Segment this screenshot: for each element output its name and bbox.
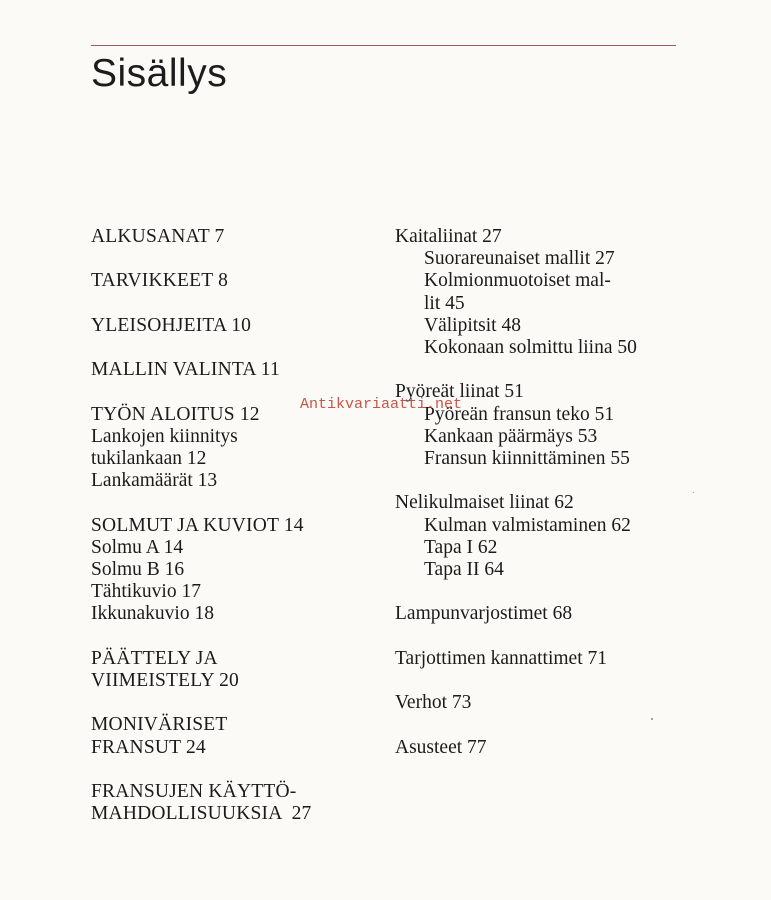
toc-subentry: Solmu B 16 xyxy=(91,558,185,580)
toc-right-column xyxy=(395,226,735,759)
toc-heading: MONIVÄRISET xyxy=(91,714,228,736)
toc-subentry: Kokonaan solmittu liina 50 xyxy=(424,337,637,359)
toc-heading: Asusteet 77 xyxy=(395,736,487,758)
toc-heading: SOLMUT JA KUVIOT 14 xyxy=(91,514,304,536)
toc-subentry: Kulman valmistaminen 62 xyxy=(424,514,631,536)
toc-entry-lampunvarjostimet xyxy=(395,603,735,625)
toc-entry-asusteet xyxy=(395,737,735,759)
toc-subentry: Suorareunaiset mallit 27 xyxy=(424,248,615,270)
top-rule xyxy=(91,45,676,46)
toc-subentry: Pyöreän fransun teko 51 xyxy=(424,403,615,425)
paper-speck xyxy=(651,718,653,720)
toc-entry-paattely xyxy=(91,648,381,692)
toc-entry-yleisohjeita xyxy=(91,315,381,337)
toc-subentry: tukilankaan 12 xyxy=(91,447,207,469)
watermark-text: Antikvariaatti.net xyxy=(300,396,463,413)
toc-heading: TARVIKKEET 8 xyxy=(91,270,229,292)
toc-entry-alkusanat xyxy=(91,226,381,248)
toc-heading: TYÖN ALOITUS 12 xyxy=(91,403,260,425)
toc-entry-solmut-ja-kuviot xyxy=(91,515,381,626)
paper-speck xyxy=(693,492,694,493)
toc-subentry: Välipitsit 48 xyxy=(424,314,521,336)
toc-heading: FRANSUJEN KÄYTTÖ- xyxy=(91,780,297,802)
toc-subentry: Kolmionmuotoiset mal- xyxy=(424,270,611,292)
toc-entry-tarvikkeet xyxy=(91,270,381,292)
toc-heading: Kaitaliinat 27 xyxy=(395,226,502,247)
toc-entry-monivariset xyxy=(91,714,381,758)
toc-entry-kaitaliinat xyxy=(395,226,735,359)
toc-heading: Nelikulmaiset liinat 62 xyxy=(395,492,574,514)
toc-heading-continued: VIIMEISTELY 20 xyxy=(91,669,239,691)
toc-subentry: Solmu A 14 xyxy=(91,536,184,558)
toc-subentry: Lankamäärät 13 xyxy=(91,470,218,492)
toc-heading: Tarjottimen kannattimet 71 xyxy=(395,647,607,669)
page-title: Sisällys xyxy=(91,52,228,95)
toc-subentry: Kankaan päärmäys 53 xyxy=(424,425,598,447)
toc-heading: Lampunvarjostimet 68 xyxy=(395,603,573,625)
toc-heading: PÄÄTTELY JA xyxy=(91,647,218,669)
toc-subentry: Tapa I 62 xyxy=(424,536,498,558)
toc-entry-pyoreat-liinat xyxy=(395,381,735,470)
toc-entry-fransujen-kaytto xyxy=(91,781,381,825)
toc-subentry: Tähtikuvio 17 xyxy=(91,581,201,603)
toc-heading-continued: FRANSUT 24 xyxy=(91,736,206,758)
toc-subentry: Fransun kiinnittäminen 55 xyxy=(424,448,630,470)
toc-subentry: lit 45 xyxy=(424,292,465,314)
toc-entry-tarjottimen xyxy=(395,648,735,670)
toc-entry-tyon-aloitus xyxy=(91,404,381,493)
toc-heading: Verhot 73 xyxy=(395,692,472,714)
toc-subentry: Lankojen kiinnitys xyxy=(91,425,238,447)
toc-heading: ALKUSANAT 7 xyxy=(91,226,225,247)
toc-entry-mallin-valinta xyxy=(91,359,381,381)
toc-heading: Pyöreät liinat 51 xyxy=(395,381,524,403)
toc-left-column xyxy=(91,226,381,825)
toc-heading-continued: MAHDOLLISUUKSIA 27 xyxy=(91,803,312,825)
toc-heading: YLEISOHJEITA 10 xyxy=(91,314,252,336)
toc-entry-nelikulmaiset xyxy=(395,492,735,581)
toc-heading: MALLIN VALINTA 11 xyxy=(91,359,280,381)
toc-subentry: Tapa II 64 xyxy=(424,559,504,581)
toc-subentry: Ikkunakuvio 18 xyxy=(91,603,214,625)
toc-entry-verhot xyxy=(395,692,735,714)
